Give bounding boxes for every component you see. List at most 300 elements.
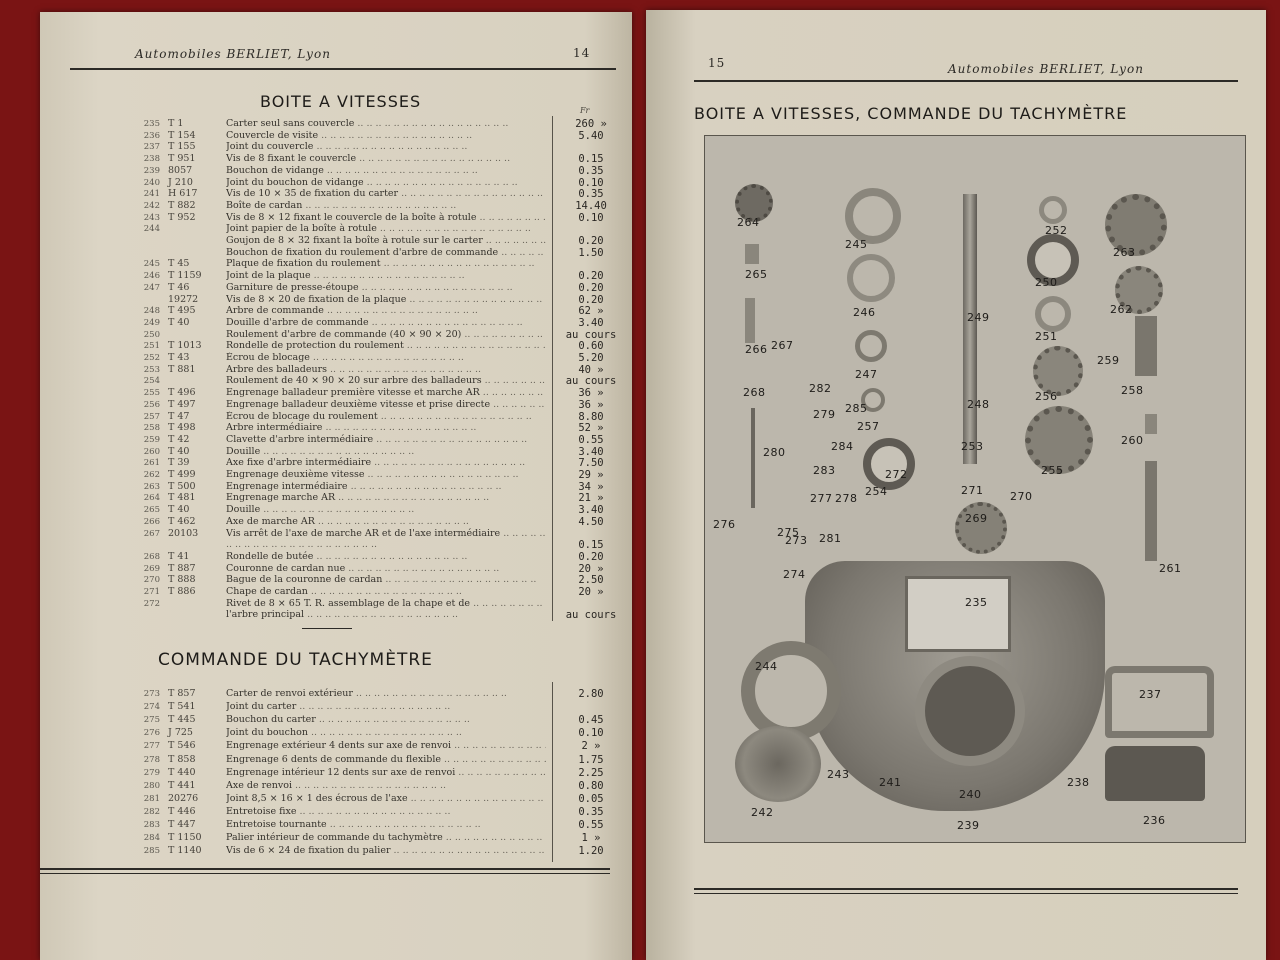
part-description: Engrenage marche AR .. .. [226,492,546,504]
part-description: Joint 8,5 × 16 × 1 des écrous de l'axe .. .. [226,793,546,805]
part-description: Joint papier de la boîte à rotule .. .. [226,223,546,235]
cover-plate-236 [1105,746,1205,801]
parts-row [40,188,632,200]
part-ref: T 951 [168,153,196,165]
part-label: 244 [755,660,778,673]
part-label: 278 [835,492,858,505]
part-price: 1.75 [578,753,604,766]
part-description: Vis de 6 × 24 de fixation du palier .. .. [226,845,546,857]
part-num: 268 [143,551,160,562]
ring-247 [855,330,887,362]
part-ref: J 725 [168,727,193,739]
part-price: 36 » [578,387,604,400]
part-price: 1.50 [578,246,604,259]
part-ref: J 210 [168,176,193,188]
part-price: 0.20 [578,270,604,283]
part-description: Garniture de presse-étoupe .. .. [226,282,546,294]
part-price: 0.35 [578,188,604,201]
gear-256 [1033,346,1083,396]
parts-row [40,141,632,153]
parts-row [40,375,632,387]
part-ref: T 440 [168,766,196,778]
part-num: 260 [143,446,160,457]
part-label: 268 [743,386,766,399]
part-num: 280 [143,780,160,791]
parts-row [40,780,632,792]
parts-row [40,411,632,423]
parts-row [40,130,632,142]
part-price: au cours [565,609,617,622]
part-description: Joint du carter .. .. [226,701,546,713]
part-label: 252 [1045,224,1068,237]
part-label: 265 [745,268,768,281]
part-price: 40 » [578,363,604,376]
ring-251 [1035,296,1071,332]
part-description: Axe fixe d'arbre intermédiaire .. .. [226,457,546,469]
part-num: 240 [143,177,160,188]
part-ref: T 39 [168,457,190,469]
parts-row [40,469,632,481]
part-price: 4.50 [578,515,604,528]
part-num: 244 [143,224,160,235]
section-title-boite: BOITE A VITESSES [260,92,422,111]
part-num: 259 [143,434,160,445]
part-ref: T 446 [168,805,196,817]
part-num: 285 [143,846,160,857]
part-description: Entretoise tournante .. .. [226,819,546,831]
part-price: 0.20 [578,550,604,563]
part-price: 0.35 [578,164,604,177]
part-description: Écrou de blocage du roulement .. .. [226,411,546,423]
part-price: 7.50 [578,457,604,470]
part-description: Couvercle de visite .. .. [226,130,546,142]
part-price: 5.20 [578,352,604,364]
bearing-254 [863,438,915,490]
part-price: 0.10 [578,176,604,189]
part-description: Bouchon de fixation du roulement d'arbre de commande .. .. [226,247,546,259]
footer-rule-2 [40,873,610,874]
ring-252 [1039,196,1067,224]
parts-row [40,528,632,540]
parts-row [40,165,632,177]
part-description: Douille .. .. [226,504,546,516]
part-label: 237 [1139,688,1162,701]
part-description: Joint de la plaque .. .. [226,270,546,282]
shaft-280 [751,408,755,508]
part-ref: T 447 [168,819,196,830]
parts-row [40,793,632,805]
part-price: au cours [565,375,617,388]
part-label: 249 [967,311,990,324]
parts-row [40,845,632,857]
part-label: 267 [771,339,794,352]
part-label: 262 [1110,303,1133,316]
part-price: 0.20 [578,281,604,294]
part-ref: T 500 [168,480,196,492]
part-ref: T 882 [168,199,196,211]
parts-row [40,118,632,130]
part-num: 237 [143,142,160,153]
part-description: Rondelle de butée .. .. [226,551,546,563]
part-ref: T 45 [168,258,190,270]
part-num: 272 [143,598,160,609]
part-description: Axe de renvoi .. .. [226,780,546,792]
parts-row [40,701,632,713]
part-price: 8.80 [578,410,604,423]
part-num: 273 [143,689,160,699]
part-price: 0.15 [578,539,604,552]
part-price: 0.80 [578,779,604,792]
part-num: 263 [143,481,160,492]
part-label: 251 [1035,330,1058,343]
parts-row [40,457,632,469]
gasket-237 [1105,666,1214,738]
part-label: 282 [809,382,832,395]
part-num: 257 [143,411,160,422]
part-num: 251 [143,341,160,352]
part-ref: T 481 [168,492,196,504]
part-ref: T 1013 [168,340,202,352]
part-ref: T 1140 [168,845,202,857]
part-description: Engrenage deuxième vitesse .. .. [226,469,546,481]
part-label: 240 [959,788,982,801]
part-description: Douille .. .. [226,446,546,458]
part-ref: T 498 [168,422,196,434]
parts-row [40,387,632,399]
part-num: 278 [143,754,160,765]
part-ref: T 445 [168,714,196,726]
shaft-261 [1145,461,1157,561]
part-price: 21 » [578,492,604,505]
sleeve-265 [745,244,759,264]
part-label: 256 [1035,390,1058,403]
parts-row [40,598,632,610]
part-price: 2.25 [578,766,604,779]
plate-245 [845,188,901,244]
part-num: 242 [143,200,160,211]
section-divider [302,628,352,629]
part-ref: T 952 [168,211,196,223]
part-ref: T 881 [168,363,196,375]
part-price: 20 » [578,586,604,598]
part-price: 1 » [581,832,601,845]
part-description: Goujon de 8 × 32 fixant la boîte à rotule sur le carter .. .. [226,235,546,247]
parts-row [40,200,632,212]
part-label: 238 [1067,776,1090,789]
part-description [226,539,546,551]
part-price: 29 » [578,469,604,481]
part-description: Bague de la couronne de cardan .. .. [226,574,546,586]
parts-row [40,434,632,446]
part-description: Rivet de 8 × 65 T. R. assemblage de la chape et de .. .. [226,598,546,610]
part-ref: T 46 [168,281,190,293]
part-price: 3.40 [578,445,604,458]
part-price: 34 » [578,480,604,493]
parts-row [40,422,632,434]
part-price: 0.55 [578,819,604,831]
part-num: 266 [143,516,160,527]
part-ref: T 441 [168,779,196,791]
part-num: 274 [143,702,160,713]
part-ref: T 495 [168,305,196,317]
part-label: 273 [785,534,808,547]
part-description: Axe de marche AR .. .. [226,516,546,528]
part-num: 245 [143,259,160,270]
part-label: 279 [813,408,836,421]
part-description: Arbre de commande .. .. [226,305,546,317]
parts-row [40,223,632,235]
section-title-tachymetre: COMMANDE DU TACHYMÈTRE [158,650,433,670]
part-description: Vis de 8 × 20 de fixation de la plaque .. .. [226,294,546,306]
part-label: 246 [853,306,876,319]
part-label: 281 [819,532,842,545]
part-label: 250 [1035,276,1058,289]
running-head-right: Automobiles BERLIET, Lyon [948,62,1144,76]
crown-269 [955,502,1007,554]
parts-row [40,235,632,247]
parts-row [40,305,632,317]
part-label: 276 [713,518,736,531]
part-price: 14.40 [575,199,607,212]
part-ref: T 462 [168,515,196,527]
part-num: 270 [143,575,160,586]
parts-row [40,364,632,376]
part-num: 255 [143,388,160,399]
part-label: 242 [751,806,774,819]
housing-bore [915,656,1025,766]
part-label: 270 [1010,490,1033,503]
part-label: 269 [965,512,988,525]
part-ref: T 888 [168,574,196,586]
part-label: 285 [845,402,868,415]
part-num: 284 [143,833,160,844]
part-label: 263 [1113,246,1136,259]
parts-row [40,329,632,341]
part-num: 279 [143,767,160,778]
part-num: 236 [143,130,160,141]
parts-row [40,727,632,739]
parts-row [40,832,632,844]
part-ref: T 497 [168,398,196,410]
part-num: 252 [143,353,160,363]
part-price: 0.60 [578,340,604,353]
footer-rule [40,868,610,870]
part-label: 253 [961,440,984,453]
part-description: Roulement d'arbre de commande (40 × 90 × 20) .. .. [226,329,546,341]
part-ref: T 499 [168,469,196,480]
joint-246 [847,254,895,302]
part-ref: T 887 [168,562,196,574]
part-price: 0.10 [578,727,604,740]
part-ref: T 154 [168,129,196,141]
parts-row [40,551,632,563]
footer-rule-right [694,888,1238,890]
part-description: Joint du couvercle .. .. [226,141,546,153]
part-num: 246 [143,271,160,282]
part-description: Engrenage balladeur deuxième vitesse et prise directe .. .. [226,399,546,411]
part-ref: T 155 [168,141,196,153]
parts-row [40,688,632,700]
part-label: 283 [813,464,836,477]
parts-row [40,399,632,411]
part-num: 283 [143,820,160,830]
part-num: 267 [143,528,160,539]
part-label: 280 [763,446,786,459]
cardan-box-242 [735,726,821,802]
part-label: 239 [957,819,980,832]
header-rule-right [694,80,1238,82]
part-label: 261 [1159,562,1182,575]
parts-row [40,153,632,165]
part-label: 236 [1143,814,1166,827]
part-description: Plaque de fixation du roulement .. .. [226,258,546,270]
part-ref: T 886 [168,586,196,597]
part-description: Joint du bouchon .. .. [226,727,546,739]
plate-title: BOITE A VITESSES, COMMANDE DU TACHYMÈTRE [694,104,1128,123]
parts-row [40,767,632,779]
parts-row [40,586,632,598]
part-num: 247 [143,282,160,293]
part-description: Engrenage 6 dents de commande du flexible .. .. [226,754,546,766]
part-price: 3.40 [578,316,604,329]
part-label: 248 [967,398,990,411]
parts-row [40,247,632,259]
part-price: 0.35 [578,805,604,818]
part-ref: T 858 [168,753,196,765]
part-description: Vis de 8 fixant le couvercle .. .. [226,153,546,165]
parts-row [40,714,632,726]
part-price: 3.40 [578,504,604,517]
part-ref: 8057 [168,164,193,176]
part-num: 269 [143,563,160,574]
page-number-right: 15 [708,56,726,70]
parts-row [40,446,632,458]
part-price: 52 » [578,422,604,435]
part-label: 254 [865,485,888,498]
part-num: 271 [143,587,160,597]
part-label: 247 [855,368,878,381]
footer-rule-right-2 [694,893,1238,894]
part-description: Écrou de blocage .. .. [226,352,546,364]
part-price: 0.20 [578,235,604,247]
part-ref: 20276 [168,792,199,804]
parts-row [40,516,632,528]
main-shaft [963,194,977,464]
part-description: Vis de 8 × 12 fixant le couvercle de la boîte à rotule .. .. [226,212,546,224]
left-page [40,12,632,960]
part-price: 20 » [578,562,604,575]
part-ref: T 43 [168,352,190,363]
part-num: 249 [143,317,160,328]
part-label: 264 [737,216,760,229]
part-description: Arbre des balladeurs .. .. [226,364,546,376]
parts-row [40,282,632,294]
part-description: Chape de cardan .. .. [226,586,546,598]
part-price: 2.50 [578,574,604,587]
sleeve-260 [1145,414,1157,434]
part-description: Entretoise fixe .. .. [226,806,546,818]
parts-row [40,492,632,504]
housing-opening [905,576,1011,652]
part-price: 36 » [578,398,604,411]
part-ref: T 40 [168,316,190,328]
part-num: 282 [143,806,160,817]
part-ref: T 40 [168,445,190,457]
part-ref: T 857 [168,688,196,699]
part-price: 260 » [575,118,607,130]
part-num: 281 [143,793,160,804]
part-price: 2.80 [578,688,604,700]
shaft-258 [1135,316,1157,376]
part-description: Bouchon du carter .. .. [226,714,546,726]
parts-row [40,806,632,818]
part-num: 238 [143,154,160,165]
parts-row [40,504,632,516]
part-ref: 20103 [168,527,199,539]
part-description: Bouchon de vidange .. .. [226,165,546,177]
header-rule [70,68,616,70]
part-num: 243 [143,212,160,223]
part-num: 261 [143,458,160,469]
part-description: Vis de 10 × 35 de fixation du carter .. .. [226,188,546,200]
part-price: 0.45 [578,714,604,727]
part-description: Roulement de 40 × 90 × 20 sur arbre des balladeurs .. .. [226,375,546,387]
part-num: 275 [143,715,160,726]
parts-row [40,819,632,831]
shaft-266 [745,298,755,343]
part-ref: T 1150 [168,832,202,844]
parts-row [40,609,632,621]
part-ref: T 41 [168,550,190,562]
part-label: 257 [857,420,880,433]
parts-row [40,270,632,282]
parts-row [40,294,632,306]
part-label: 241 [879,776,902,789]
parts-row [40,539,632,551]
parts-row [40,177,632,189]
part-description: Douille d'arbre de commande .. .. [226,317,546,329]
part-price: 0.55 [578,433,604,446]
part-price: 0.10 [578,211,604,224]
part-label: 255 [1041,464,1064,477]
part-label: 271 [961,484,984,497]
part-label: 258 [1121,384,1144,397]
part-ref: T 1159 [168,270,202,282]
part-label: 266 [745,343,768,356]
part-description: l'arbre principal .. .. [226,609,546,621]
part-num: 256 [143,399,160,410]
part-ref: T 541 [168,701,196,713]
parts-row [40,754,632,766]
part-description: Couronne de cardan nue .. .. [226,563,546,575]
price-unit: Fr [580,106,590,115]
part-description: Engrenage balladeur première vitesse et marche AR .. .. [226,387,546,399]
part-num: 250 [143,329,160,340]
part-num: 262 [143,470,160,480]
part-price: 2 » [581,740,601,753]
part-description: Carter de renvoi extérieur .. .. [226,688,546,700]
parts-row [40,574,632,586]
part-description: Engrenage intermédiaire .. .. [226,481,546,493]
parts-row [40,481,632,493]
part-label: 245 [845,238,868,251]
right-page [646,10,1266,960]
parts-row [40,563,632,575]
part-description: Clavette d'arbre intermédiaire .. .. [226,434,546,446]
parts-row [40,212,632,224]
part-label: 274 [783,568,806,581]
part-price: 1.20 [578,845,604,858]
